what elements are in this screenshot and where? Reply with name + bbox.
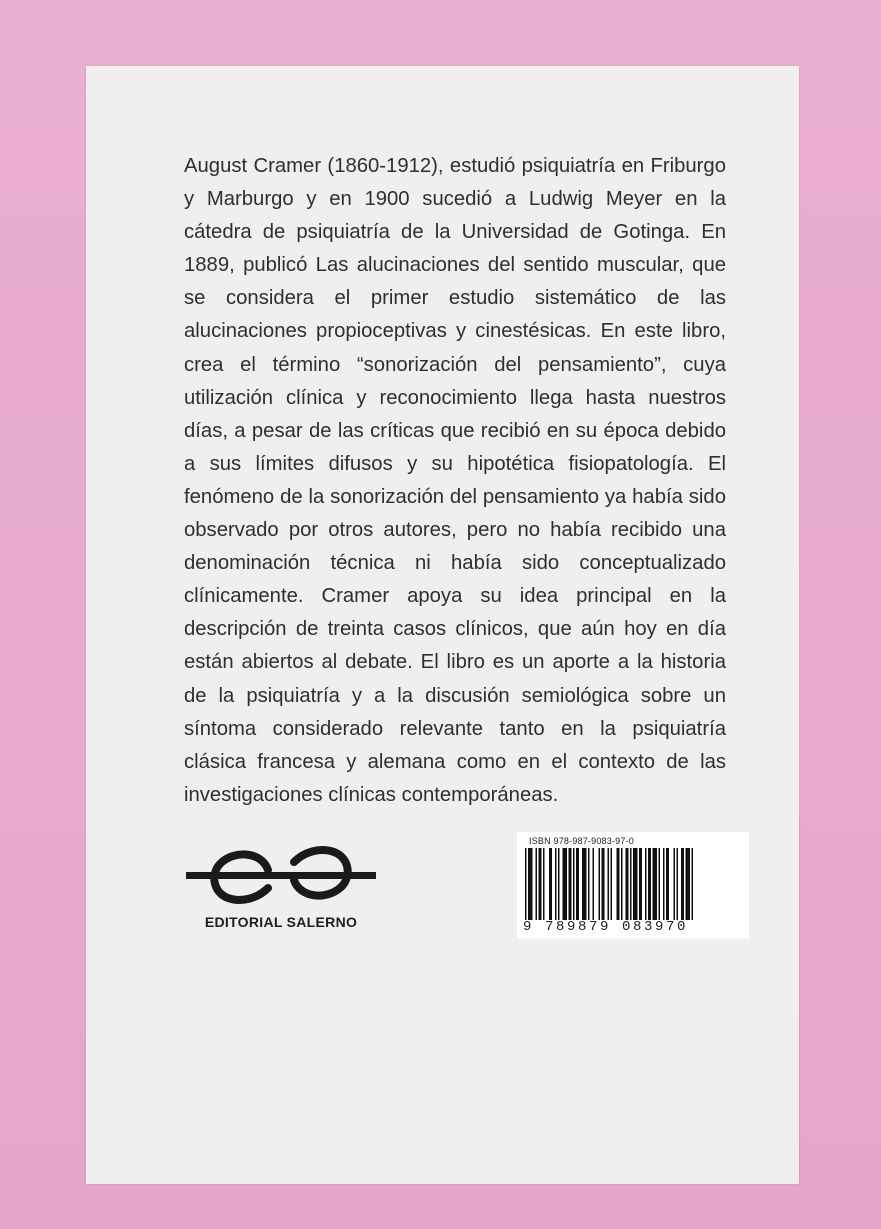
isbn-label: ISBN 978-987-9083-97-0 [529, 836, 634, 846]
isbn-barcode-box [517, 832, 749, 939]
barcode-number: 9 789879 083970 [523, 919, 689, 935]
blurb-text: August Cramer (1860-1912), estudió psiquiatría en Friburgo y Marburgo y en 1900 sucedió a Ludwig Meyer en la cátedra de psiquiatría de la Universidad de Gotinga. En 1889, publicó Las alucinaciones del sentido muscular, que se considera el primer estudio sistemático de las alucinaciones propioceptivas y cinestésicas. En este libro, crea el término “sonorización del pensamiento”, cuya utilización clínica y reconocimiento llega hasta nuestros días, a pesar de las críticas que recibió en su época debido a sus límites difusos y su hipotética fisiopatología. El fenómeno de la sonorización del pensamiento ya había sido observado por otros autores, pero no había recibido una denominación técnica ni había sido conceptualizado clínicamente. Cramer apoya su idea principal en la descripción de treinta casos clínicos, que aún hoy en día están abiertos al debate. El libro es un aporte a la historia de la psiquiatría y a la discusión semiológica sobre un síntoma considerado relevante tanto en la psiquiatría clásica francesa y alemana como en el contexto de las investigaciones clínicas contemporáneas. [184, 155, 726, 806]
publisher-logo-mark [184, 842, 378, 908]
publisher-name: EDITORIAL SALERNO [204, 914, 358, 930]
text-panel [86, 66, 799, 1184]
barcode-bars [523, 848, 745, 920]
publisher-logo [184, 842, 378, 930]
